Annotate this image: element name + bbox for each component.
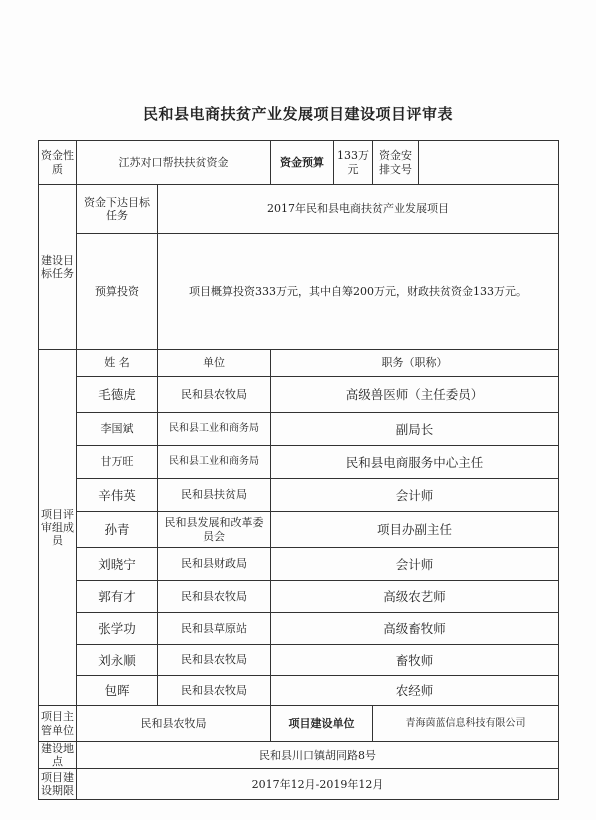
committee-header-name: 姓 名 [77, 350, 158, 377]
member-title: 畜牧师 [271, 645, 559, 676]
member-name: 毛德虎 [77, 377, 158, 413]
member-name: 孙青 [77, 512, 158, 548]
fund-nature-value: 江苏对口帮扶扶贫资金 [77, 141, 271, 185]
committee-header-unit: 单位 [158, 350, 271, 377]
member-unit: 民和县财政局 [158, 548, 271, 581]
member-unit: 民和县草原站 [158, 613, 271, 645]
target-section-label: 建设目标任务 [39, 185, 77, 350]
fund-budget-label: 资金预算 [271, 141, 334, 185]
member-name: 辛伟英 [77, 479, 158, 512]
member-title: 项目办副主任 [271, 512, 559, 548]
member-name: 包晖 [77, 676, 158, 706]
member-title: 会计师 [271, 479, 559, 512]
target-task-value: 2017年民和县电商扶贫产业发展项目 [158, 185, 559, 234]
member-name: 甘万旺 [77, 446, 158, 479]
project-period-row [39, 769, 559, 800]
member-name: 张学功 [77, 613, 158, 645]
member-title: 高级畜牧师 [271, 613, 559, 645]
project-location-row [39, 742, 559, 769]
project-authority-label: 项目主管单位 [39, 706, 77, 742]
member-unit: 民和县发展和改革委员会 [158, 512, 271, 548]
review-form-table [38, 140, 559, 800]
project-authority-row [39, 706, 559, 742]
project-period-value: 2017年12月-2019年12月 [77, 769, 559, 800]
table-row [39, 413, 559, 446]
table-row [39, 377, 559, 413]
table-row [39, 479, 559, 512]
fund-doc-label: 资金安排文号 [373, 141, 419, 185]
member-title: 民和县电商服务中心主任 [271, 446, 559, 479]
target-invest-label: 预算投资 [77, 234, 158, 350]
project-authority-value: 民和县农牧局 [77, 706, 271, 742]
project-builder-label: 项目建设单位 [271, 706, 373, 742]
member-title: 农经师 [271, 676, 559, 706]
table-row [39, 512, 559, 548]
member-name: 郭有才 [77, 581, 158, 613]
member-title: 高级兽医师（主任委员） [271, 377, 559, 413]
member-title: 高级农艺师 [271, 581, 559, 613]
table-row [39, 613, 559, 645]
fund-budget-value: 133万元 [334, 141, 373, 185]
table-row [39, 581, 559, 613]
member-title: 会计师 [271, 548, 559, 581]
table-row [39, 446, 559, 479]
member-unit: 民和县农牧局 [158, 377, 271, 413]
member-unit: 民和县扶贫局 [158, 479, 271, 512]
document-title: 民和县电商扶贫产业发展项目建设项目评审表 [142, 105, 453, 123]
target-task-label: 资金下达目标任务 [77, 185, 158, 234]
target-task-row [39, 185, 559, 234]
member-unit: 民和县农牧局 [158, 581, 271, 613]
member-name: 刘晓宁 [77, 548, 158, 581]
project-builder-value: 青海茵蓝信息科技有限公司 [373, 706, 559, 742]
project-period-label: 项目建设期限 [39, 769, 77, 800]
committee-header-row [39, 350, 559, 377]
table-row [39, 676, 559, 706]
project-location-value: 民和县川口镇胡同路8号 [77, 742, 559, 769]
member-unit: 民和县农牧局 [158, 676, 271, 706]
fund-doc-value [419, 141, 559, 185]
table-row [39, 645, 559, 676]
member-unit: 民和县工业和商务局 [158, 446, 271, 479]
fund-nature-label: 资金性质 [39, 141, 77, 185]
target-invest-value: 项目概算投资333万元，其中自筹200万元，财政扶贫资金133万元。 [158, 234, 559, 350]
table-row [39, 548, 559, 581]
committee-section-label: 项目评审组成员 [39, 350, 77, 706]
target-invest-row [39, 234, 559, 350]
member-name: 刘永顺 [77, 645, 158, 676]
member-name: 李国斌 [77, 413, 158, 446]
member-unit: 民和县农牧局 [158, 645, 271, 676]
project-location-label: 建设地点 [39, 742, 77, 769]
committee-header-title: 职务（职称） [271, 350, 559, 377]
fund-row [39, 141, 559, 185]
member-title: 副局长 [271, 413, 559, 446]
member-unit: 民和县工业和商务局 [158, 413, 271, 446]
